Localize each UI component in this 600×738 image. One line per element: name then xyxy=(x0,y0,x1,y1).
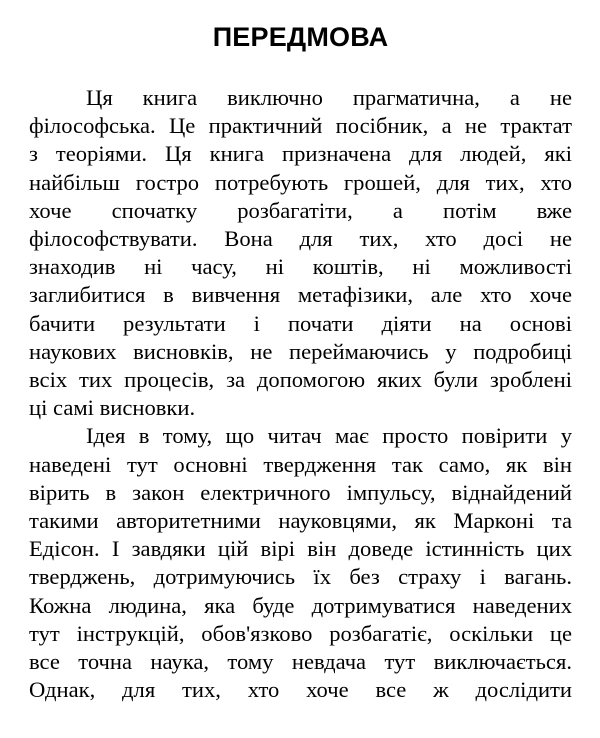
text-line: знаходив ні часу, ні коштів, ні можливості xyxy=(29,254,572,280)
text-line: ці самі висновки. xyxy=(29,395,196,421)
text-line: Кожна людина, яка буде дотримуватися наведених xyxy=(29,592,572,618)
text-line: філософська. Це практичний посібник, а не трактат xyxy=(29,113,572,139)
text-line: тут інструкцій, обов'язково розбагатіє, оскільки це xyxy=(29,620,572,646)
text-line: філософствувати. Вона для тих, хто досі не xyxy=(29,226,572,252)
text-line: такими авторитетними науковцями, як Марконі та xyxy=(29,508,572,534)
text-line: Ідея в тому, що читач має просто повірити у xyxy=(86,423,572,449)
text-line: Ця книга виключно прагматична, а не xyxy=(86,85,572,110)
text-line: бачити результати і почати діяти на основі xyxy=(29,310,572,336)
page-title: ПЕРЕДМОВА xyxy=(212,22,389,52)
text-line: Однак, для тих, хто хоче все ж дослідити xyxy=(29,677,572,703)
text-line: Едісон. І завдяки цій вірі він доведе істинність цих xyxy=(29,536,572,562)
text-line: заглибитися в вивчення метафізики, але хто хоче xyxy=(29,282,572,308)
text-line: вірить в закон електричного імпульсу, віднайдений xyxy=(29,479,572,505)
paragraph-2 xyxy=(29,422,572,704)
text-line: наукових висновків, не переймаючись у подробиці xyxy=(29,338,572,364)
text-line: найбільш гостро потребують грошей, для тих, хто xyxy=(29,169,572,195)
body-text xyxy=(29,84,572,704)
paragraph-1 xyxy=(29,84,572,422)
text-line: всіх тих процесів, за допомогою яких були зроблені xyxy=(29,367,572,393)
text-line: з теоріями. Ця книга призначена для людей, які xyxy=(29,141,572,167)
text-line: хоче спочатку розбагатіти, а потім вже xyxy=(29,197,572,223)
text-line: наведені тут основні твердження так само, як він xyxy=(29,451,572,477)
text-line: все точна наука, тому невдача тут виключається. xyxy=(29,649,572,675)
text-line: тверджень, дотримуючись їх без страху і вагань. xyxy=(29,564,572,590)
